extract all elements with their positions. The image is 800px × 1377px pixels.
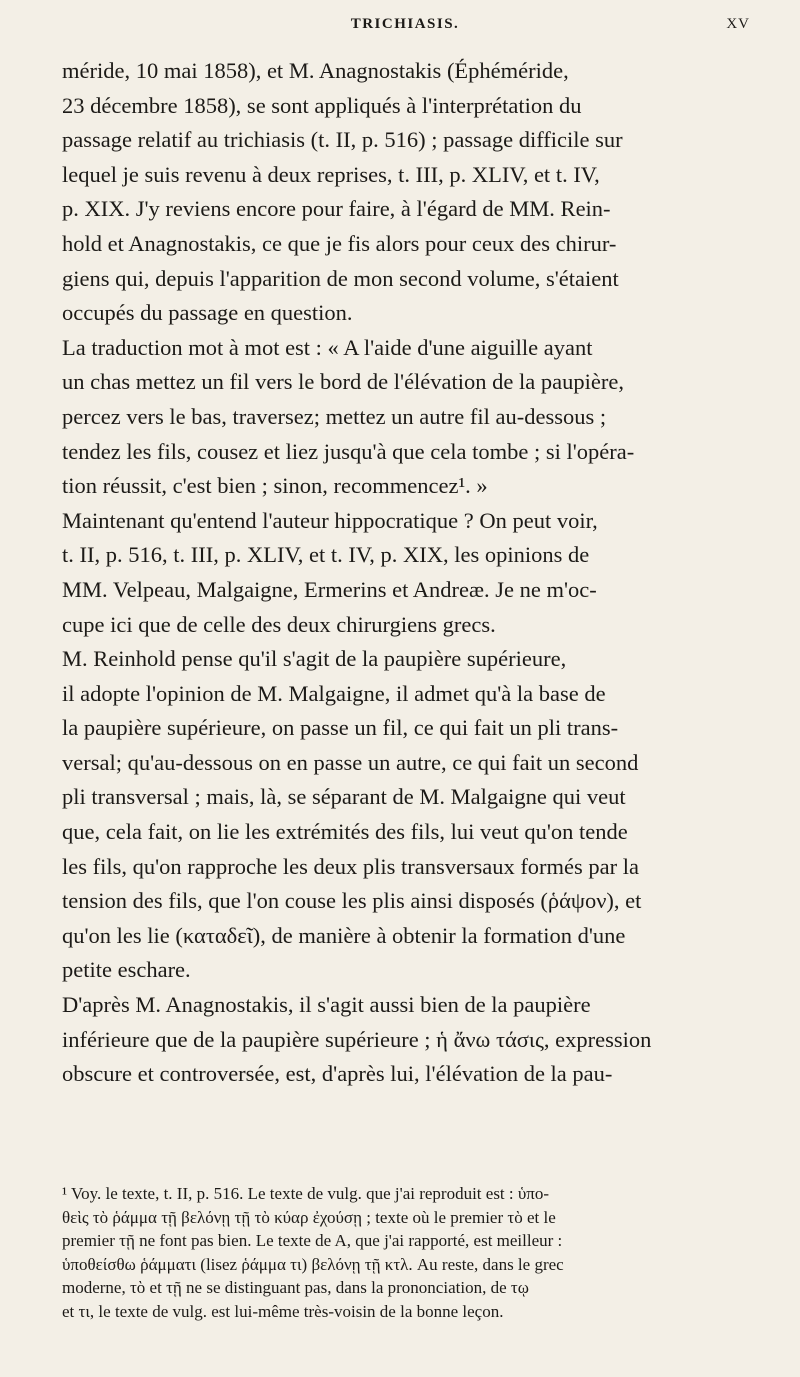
running-head <box>60 16 750 40</box>
body-line: occupés du passage en question. <box>62 300 353 326</box>
footnote-line: ὑποθείσθω ῥάμματι (lisez ῥάμμα τι) βελόνῃ τῇ κτλ. Au reste, dans le grec <box>62 1254 564 1274</box>
body-line: passage relatif au trichiasis (t. II, p. 516) ; passage difficile sur <box>62 127 623 153</box>
body-line: hold et Anagnostakis, ce que je fis alors pour ceux des chirur- <box>62 230 617 256</box>
body-text <box>62 54 752 1092</box>
body-line: cupe ici que de celle des deux chirurgiens grecs. <box>62 611 496 637</box>
body-line: Maintenant qu'entend l'auteur hippocratique ? On peut voir, <box>62 507 598 533</box>
body-line: la paupière supérieure, on passe un fil, ce qui fait un pli trans- <box>62 715 619 741</box>
body-line: qu'on les lie (καταδεῖ), de manière à obtenir la formation d'une <box>62 922 626 948</box>
footnote-line: θεὶς τὸ ῥάμμα τῇ βελόνῃ τῇ τὸ κύαρ ἐχούσῃ ; texte où le premier τὸ et le <box>62 1207 556 1227</box>
body-line: pli transversal ; mais, là, se séparant de M. Malgaigne qui veut <box>62 784 626 810</box>
body-line: versal; qu'au-dessous on en passe un autre, ce qui fait un second <box>62 749 639 775</box>
body-line: tendez les fils, cousez et liez jusqu'à que cela tombe ; si l'opéra- <box>62 438 635 464</box>
body-line: percez vers le bas, traversez; mettez un autre fil au-dessous ; <box>62 403 607 429</box>
body-line: D'après M. Anagnostakis, il s'agit aussi bien de la paupière <box>62 992 591 1018</box>
body-line: que, cela fait, on lie les extrémités des fils, lui veut qu'on tende <box>62 819 628 845</box>
body-line: il adopte l'opinion de M. Malgaigne, il admet qu'à la base de <box>62 680 606 706</box>
body-line: La traduction mot à mot est : « A l'aide d'une aiguille ayant <box>62 334 593 360</box>
body-line: obscure et controversée, est, d'après lui, l'élévation de la pau- <box>62 1061 613 1087</box>
running-head-title: TRICHIASIS. <box>350 16 460 32</box>
body-line: petite eschare. <box>62 957 191 983</box>
body-line: p. XIX. J'y reviens encore pour faire, à l'égard de MM. Rein- <box>62 196 611 222</box>
body-line: un chas mettez un fil vers le bord de l'élévation de la paupière, <box>62 369 624 395</box>
body-line: giens qui, depuis l'apparition de mon second volume, s'étaient <box>62 265 619 291</box>
footnote-line: et τι, le texte de vulg. est lui-même très-voisin de la bonne leçon. <box>62 1301 504 1321</box>
page-number: XV <box>726 16 750 32</box>
footnote-line: premier τῇ ne font pas bien. Le texte de A, que j'ai rapporté, est meilleur : <box>62 1231 563 1251</box>
footnote-line: moderne, τὸ et τῇ ne se distinguant pas, dans la prononciation, de τῳ <box>62 1278 529 1298</box>
body-line: 23 décembre 1858), se sont appliqués à l'interprétation du <box>62 92 582 118</box>
body-line: inférieure que de la paupière supérieure ; ἡ ἄνω τάσις, expression <box>62 1026 652 1052</box>
footnote-line: ¹ Voy. le texte, t. II, p. 516. Le texte de vulg. que j'ai reproduit est : ὑπο- <box>62 1184 550 1203</box>
body-line: méride, 10 mai 1858), et M. Anagnostakis (Éphéméride, <box>62 58 569 83</box>
footnote <box>62 1182 752 1324</box>
body-line: MM. Velpeau, Malgaigne, Ermerins et Andreæ. Je ne m'oc- <box>62 576 597 602</box>
body-line: tension des fils, que l'on couse les plis ainsi disposés (ῥάψον), et <box>62 888 642 914</box>
body-line: les fils, qu'on rapproche les deux plis transversaux formés par la <box>62 853 640 879</box>
body-line: lequel je suis revenu à deux reprises, t. III, p. XLIV, et t. IV, <box>62 161 600 187</box>
footnote-separator <box>62 1174 182 1175</box>
body-line: M. Reinhold pense qu'il s'agit de la paupière supérieure, <box>62 646 567 672</box>
body-line: t. II, p. 516, t. III, p. XLIV, et t. IV, p. XIX, les opinions de <box>62 542 590 568</box>
body-line: tion réussit, c'est bien ; sinon, recommencez¹. » <box>62 473 488 499</box>
